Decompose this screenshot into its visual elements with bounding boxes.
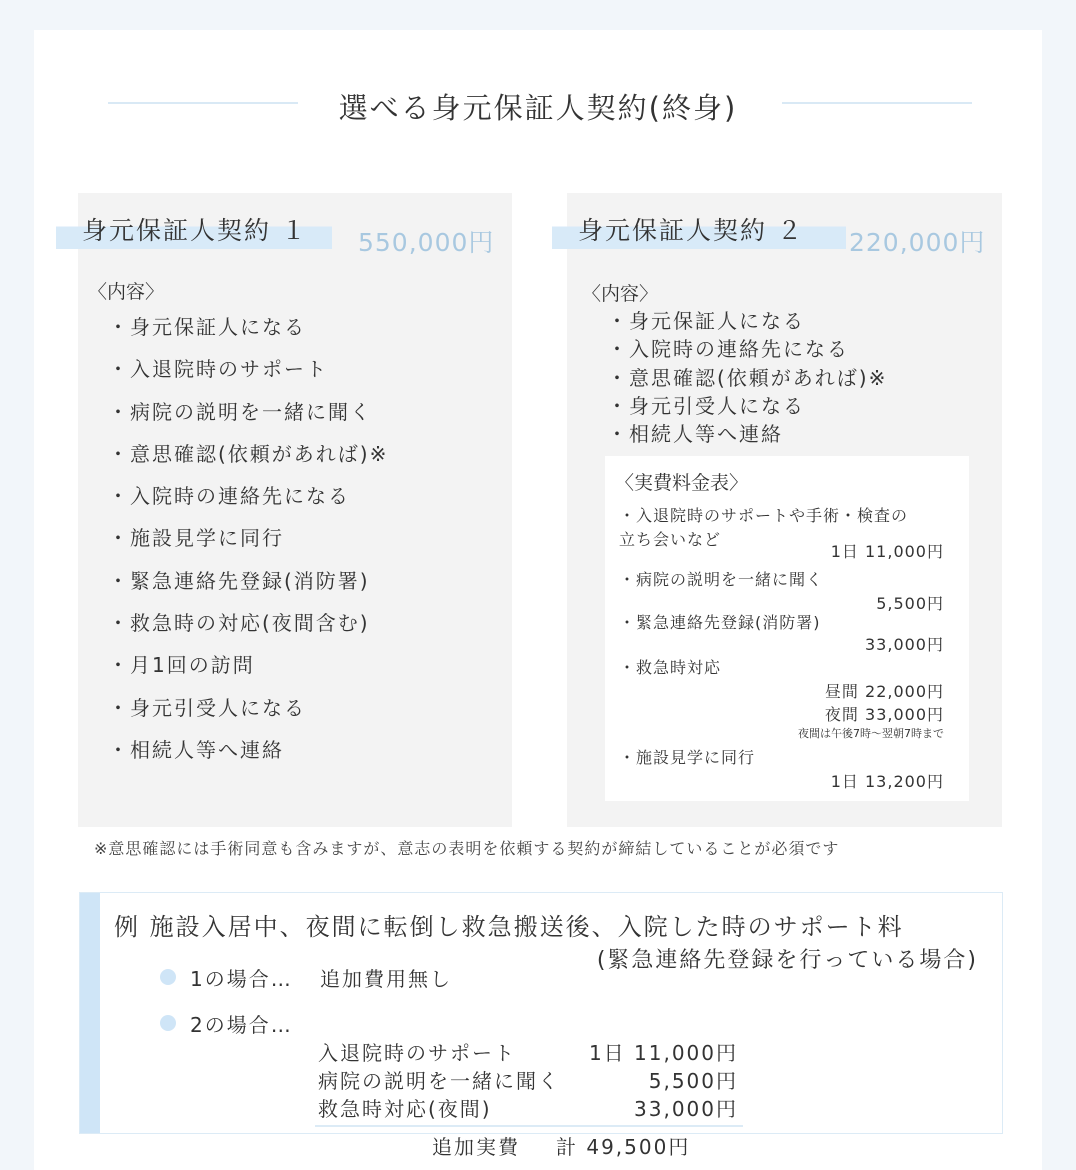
example-box (79, 892, 1003, 1159)
fee-table (605, 456, 969, 801)
list-item: ・ 入退院時のサポート (108, 351, 388, 393)
fee-note: 夜間は午後7時～翌朝7時まで (798, 727, 944, 740)
case-2-breakdown (318, 1039, 738, 1123)
fee-name: ・入退院時のサポートや手術・検査の (619, 506, 909, 525)
page-title: 選べる身元保証人契約(終身) (338, 91, 738, 125)
case-1-value: 追加費用無し (320, 967, 452, 991)
title-divider-right (782, 102, 972, 104)
example-accent-bar (80, 893, 100, 1133)
case-2-label: 2の場合… (190, 1013, 293, 1037)
fee-item (619, 568, 944, 615)
fee-value: 33,000円 (865, 635, 944, 654)
list-item: ・ 意思確認(依頼があれば)※ (108, 436, 388, 478)
fee-name: ・病院の説明を一緒に聞く (619, 570, 824, 589)
bullet-dot-icon (160, 1015, 176, 1031)
fee-table-title: 〈実費料金表〉 (615, 472, 749, 494)
fee-value: 夜間 33,000円 (824, 705, 944, 724)
fee-value: 5,500円 (876, 594, 944, 613)
fee-name: ・救急時対応 (619, 658, 722, 677)
list-item: ・ 相続人等へ連絡 (607, 420, 887, 448)
example-subtitle: (緊急連絡先登録を行っている場合) (596, 948, 978, 973)
plan-2-name: 身元保証人契約 ２ (552, 213, 846, 249)
case-1-label: 1の場合… (190, 967, 293, 991)
total-value: 計 49,500円 (556, 1135, 691, 1159)
fee-item (619, 611, 944, 656)
plan-2-price: 220,000円 (849, 228, 986, 257)
main-card (34, 30, 1042, 1170)
list-item: ・ 意思確認(依頼があれば)※ (607, 364, 887, 392)
breakdown-value: 5,500円 (648, 1069, 738, 1093)
list-item: ・ 相続人等へ連絡 (108, 732, 388, 774)
list-item: ・ 身元引受人になる (607, 392, 887, 420)
breakdown-row (318, 1039, 738, 1067)
list-item: ・ 入院時の連絡先になる (108, 478, 388, 520)
plan-1-items (108, 309, 388, 774)
breakdown-name: 入退院時のサポート (318, 1041, 516, 1065)
breakdown-name: 病院の説明を一緒に聞く (318, 1069, 560, 1093)
fee-value: 昼間 22,000円 (824, 682, 944, 701)
list-item: ・ 身元引受人になる (108, 690, 388, 732)
fee-item (619, 504, 944, 563)
breakdown-row (318, 1095, 738, 1123)
fee-value: 1日 13,200円 (830, 772, 944, 791)
fee-value: 1日 11,000円 (830, 542, 944, 561)
list-item: ・ 緊急連絡先登録(消防署) (108, 563, 388, 605)
list-item: ・ 救急時の対応(夜間含む) (108, 605, 388, 647)
plan-1-section-label: 〈内容〉 (88, 281, 165, 303)
breakdown-row (318, 1067, 738, 1095)
fee-item (619, 746, 944, 793)
plan-1-panel (78, 193, 512, 827)
plan-1-name: 身元保証人契約 １ (56, 213, 332, 249)
plan-1-price: 550,000円 (358, 228, 495, 257)
list-item: ・ 入院時の連絡先になる (607, 335, 887, 363)
total-row (432, 1131, 690, 1160)
fee-name: ・緊急連絡先登録(消防署) (619, 613, 821, 632)
list-item: ・ 身元保証人になる (108, 309, 388, 351)
list-item: ・ 病院の説明を一緒に聞く (108, 394, 388, 436)
sum-divider (315, 1125, 743, 1127)
list-item: ・ 月1回の訪問 (108, 647, 388, 689)
plan-2-panel (567, 193, 1002, 827)
breakdown-name: 救急時対応(夜間) (318, 1097, 492, 1121)
fee-name: ・施設見学に同行 (619, 748, 756, 767)
bullet-dot-icon (160, 969, 176, 985)
fee-item (619, 656, 944, 742)
list-item: ・ 身元保証人になる (607, 307, 887, 335)
breakdown-value: 33,000円 (634, 1097, 738, 1121)
plan-2-items (607, 307, 887, 448)
footnote: ※意思確認には手術同意も含みますが、意志の表明を依頼する契約が締結していることが必須です (94, 839, 840, 858)
fee-name: 立ち会いなど (619, 530, 722, 549)
total-label: 追加実費 (432, 1135, 520, 1159)
breakdown-value: 1日 11,000円 (588, 1041, 738, 1065)
plan-2-section-label: 〈内容〉 (582, 283, 659, 305)
list-item: ・ 施設見学に同行 (108, 520, 388, 562)
example-title: 例 施設入居中、夜間に転倒し救急搬送後、入院した時のサポート料 (114, 913, 904, 941)
